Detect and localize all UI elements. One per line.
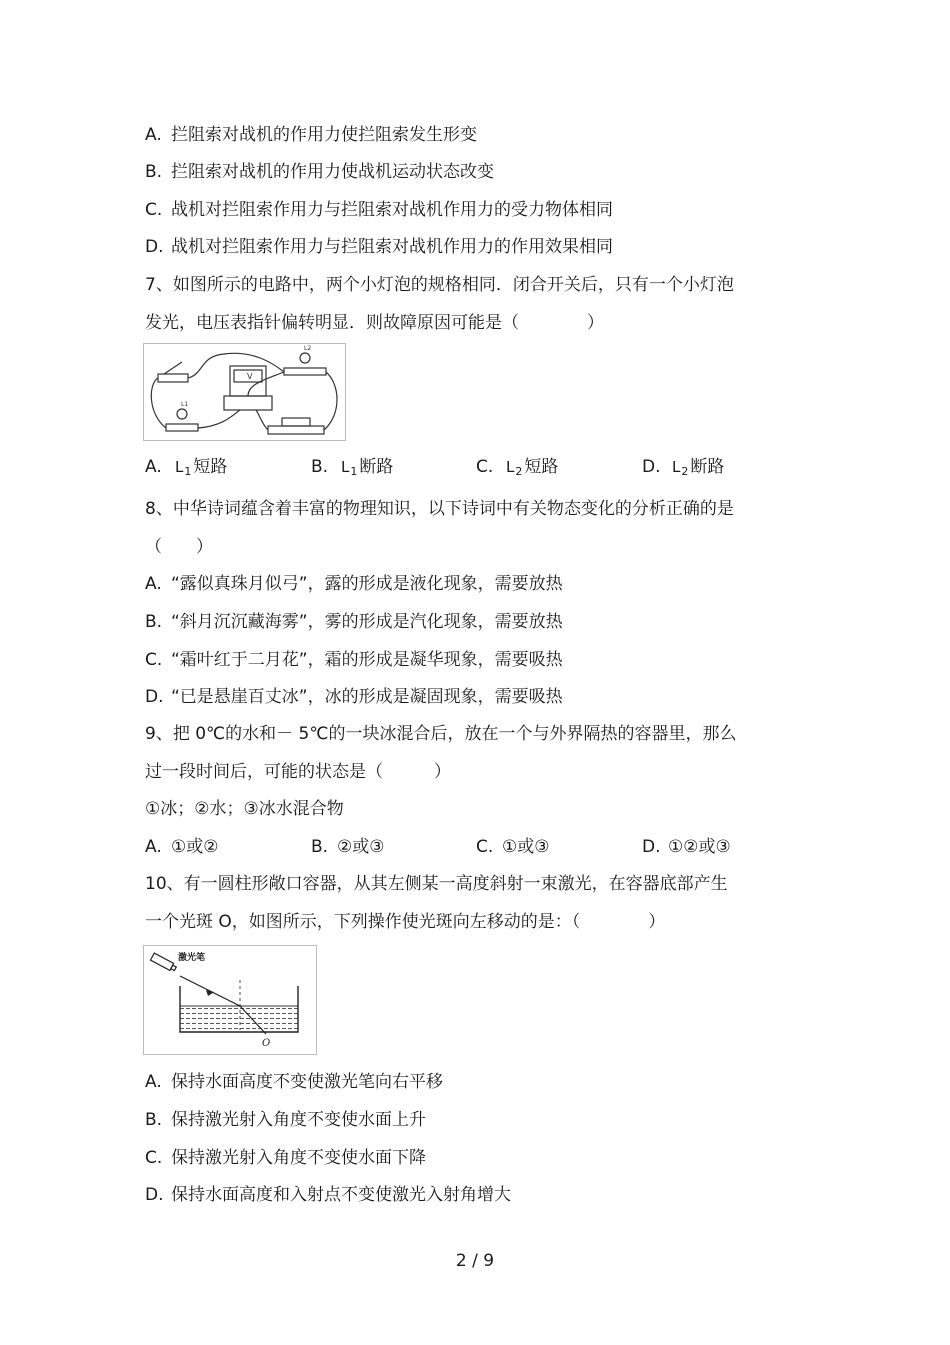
q8-option-c: C. “霜叶红于二月花”，霜的形成是凝华现象，需要吸热 [145,650,563,670]
bulb-l2-label: L2 [304,345,312,352]
q7-option-a: A. $L_1$ 短路 [145,457,228,478]
bulb-l2-base [284,368,326,375]
q9-option-c: C. ①或③ [476,837,550,857]
q8-stem-line1: 8、中华诗词蕴含着丰富的物理知识，以下诗词中有关物态变化的分析正确的是 [145,499,734,519]
switch-lever [164,362,182,374]
laser-figure [143,945,317,1055]
q10-stem-line1: 10、有一圆柱形敞口容器，从其左侧某一高度斜射一束激光，在容器底部产生 [145,874,728,894]
q7-stem-line1: 7、如图所示的电路中，两个小灯泡的规格相同．闭合开关后，只有一个小灯泡 [145,275,734,295]
bulb-l2 [300,353,310,363]
q8-option-b: B. “斜月沉沉藏海雾”，雾的形成是汽化现象，需要放热 [145,612,563,632]
q7-option-c: C. $L_2$ 短路 [476,457,559,478]
q10-option-a: A. 保持水面高度不变使激光笔向右平移 [145,1072,443,1092]
q8-stem-line2: （ ） [145,537,213,557]
q9-option-b: B. ②或③ [311,837,385,857]
water [180,1006,298,1032]
q9-option-d: D. ①②或③ [642,837,731,857]
q6-option-a: A. 拦阻索对战机的作用力使拦阻索发生形变 [145,125,477,145]
q8-option-d: D. “已是悬崖百丈冰”，冰的形成是凝固现象，需要吸热 [145,687,563,707]
laser-diagram [144,946,316,1054]
spot-o-label: O [262,1038,271,1049]
q10-option-d: D. 保持水面高度和入射点不变使激光入射角增大 [145,1185,511,1205]
q9-option-a: A. ①或② [145,837,219,857]
q8-option-a: A. “露似真珠月似弓”，露的形成是液化现象，需要放热 [145,574,563,594]
q9-stem-line1: 9、把 0℃的水和－ 5℃的一块冰混合后，放在一个与外界隔热的容器里，那么 [145,724,737,744]
switch-base [158,374,188,382]
laser-pen-label: 激光笔 [178,953,206,963]
battery [282,418,310,426]
q6-option-b: B. 拦阻索对战机的作用力使战机运动状态改变 [145,162,494,182]
page-number: 2 / 9 [455,1251,495,1271]
q7-option-b: B. $L_1$ 断路 [311,457,394,478]
voltmeter-label: V [247,372,253,381]
q10-option-b: B. 保持激光射入角度不变使水面上升 [145,1110,426,1130]
q9-choices: ①冰；②水；③冰水混合物 [145,799,344,819]
bulb-l1-label: L1 [181,401,189,408]
q9-stem-line2: 过一段时间后，可能的状态是（ ） [145,762,451,782]
bulb-l1 [177,409,187,419]
bulb-l1-base [166,424,198,431]
q7-option-d: D. $L_2$ 断路 [642,457,725,478]
q7-stem-line2: 发光，电压表指针偏转明显．则故障原因可能是（ ） [145,313,604,333]
q6-option-c: C. 战机对拦阻索作用力与拦阻索对战机作用力的受力物体相同 [145,200,613,220]
laser-pen [150,953,177,972]
battery-base [268,426,324,434]
circuit-figure [143,343,346,441]
q6-option-d: D. 战机对拦阻索作用力与拦阻索对战机作用力的作用效果相同 [145,237,613,257]
circuit-diagram [144,344,345,440]
q10-stem-line2: 一个光斑 O，如图所示，下列操作使光斑向左移动的是：（ ） [145,912,666,932]
q10-option-c: C. 保持激光射入角度不变使水面下降 [145,1148,426,1168]
